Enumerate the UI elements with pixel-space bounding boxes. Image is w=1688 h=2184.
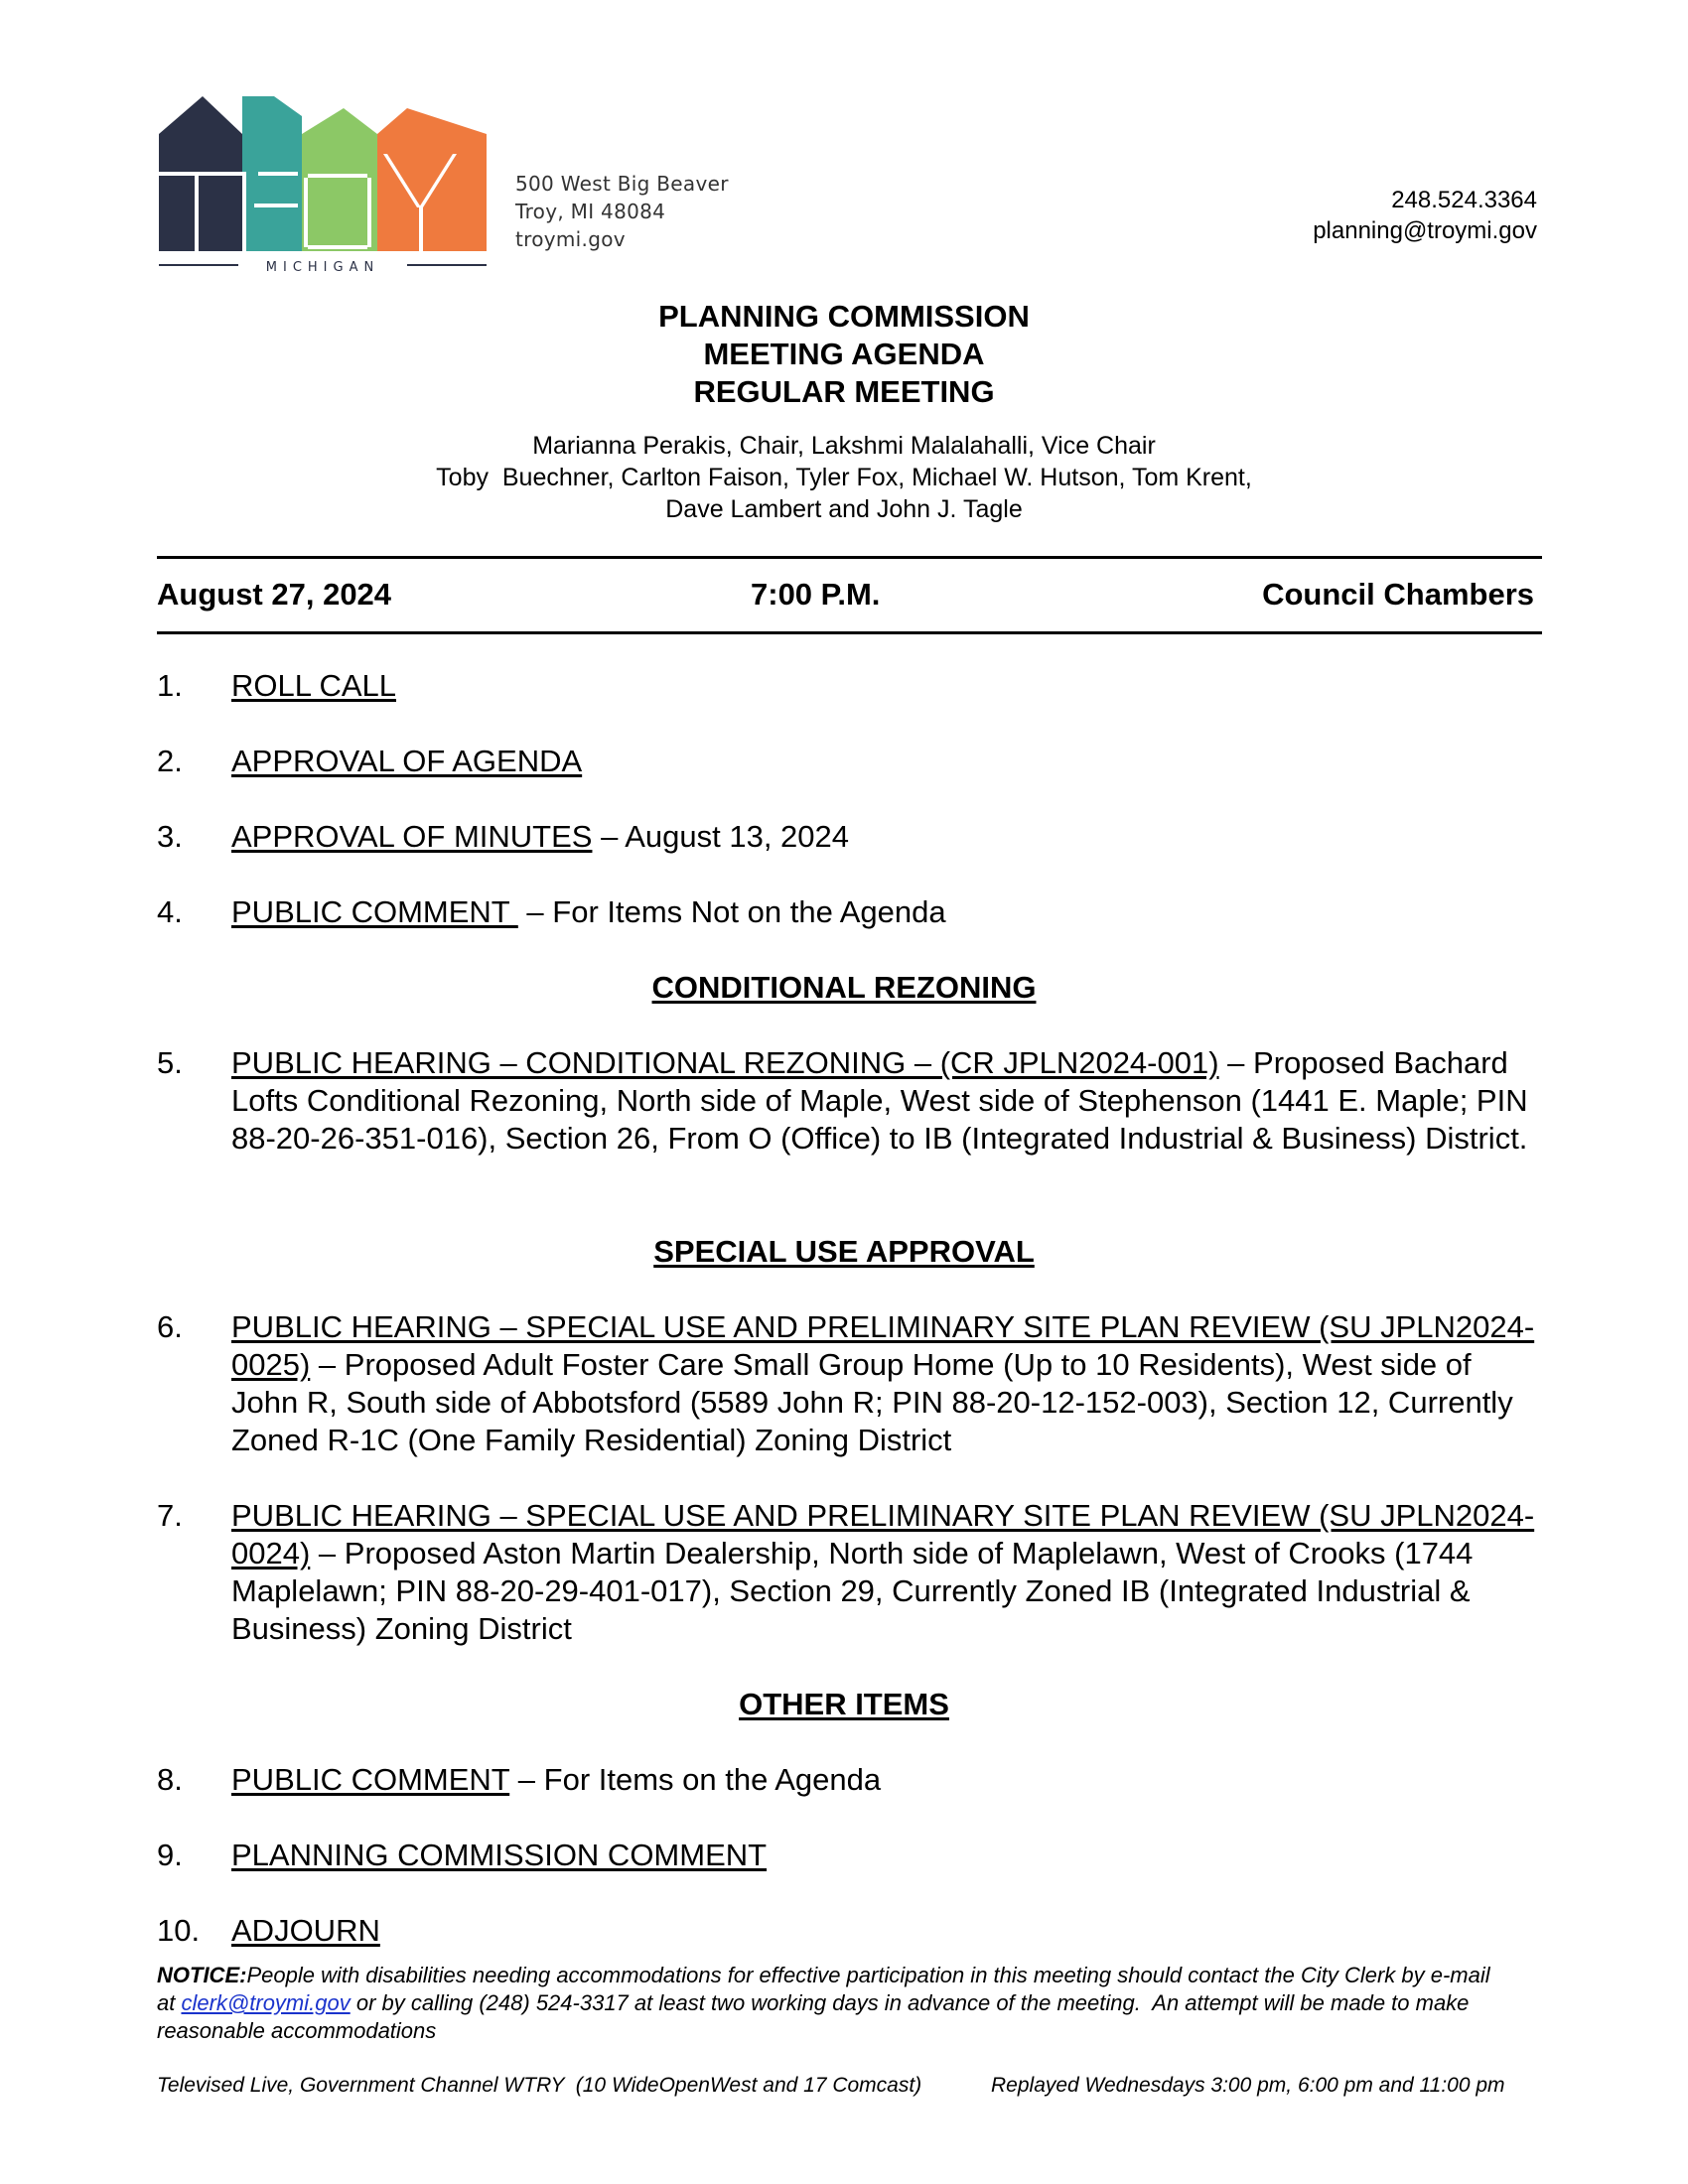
logo-subtitle: MICHIGAN: [265, 260, 380, 273]
item-title: PUBLIC HEARING – CONDITIONAL REZONING – (CR JPLN2024-001): [231, 1045, 1219, 1080]
agenda-item: [157, 1497, 1542, 1648]
section-heading-conditional: [0, 969, 1688, 1007]
agenda-item: [157, 1308, 1542, 1459]
divider-bottom: [157, 631, 1542, 634]
section-heading-text: OTHER ITEMS: [739, 1687, 949, 1721]
item-detail: – Proposed Aston Martin Dealership, North side of Maplelawn, West of Crooks (1744 Maplelawn; PIN 88-20-29-401-017), Section 29, Currently Zoned IB (Integrated Industrial & Business) Zoning District: [231, 1536, 1474, 1646]
section-heading-other: [0, 1686, 1688, 1723]
item-detail: – August 13, 2024: [592, 819, 850, 854]
clerk-email-link[interactable]: clerk@troymi.gov: [181, 1990, 351, 2015]
agenda-item: [157, 893, 1542, 931]
item-number: 6.: [157, 1309, 183, 1344]
troy-logo: [159, 94, 487, 273]
item-number: 1.: [157, 668, 183, 703]
item-number: 9.: [157, 1838, 183, 1872]
section-heading-text: SPECIAL USE APPROVAL: [653, 1234, 1035, 1269]
item-title: PLANNING COMMISSION COMMENT: [231, 1838, 768, 1872]
item-title: APPROVAL OF MINUTES: [231, 819, 593, 854]
members-line3: Dave Lambert and John J. Tagle: [665, 495, 1023, 523]
notice-text-2: or by calling (248) 524-3317 at least two working days in advance of the meeting. An attempt will be made to make reasonable accommodations: [157, 1990, 1476, 2043]
item-title: PUBLIC COMMENT: [231, 894, 518, 929]
members-line1: Marianna Perakis, Chair, Lakshmi Malalahalli, Vice Chair: [532, 432, 1156, 460]
item-detail: – Proposed Bachard Lofts Conditional Rezoning, North side of Maple, West side of Stephenson (1441 E. Maple; PIN 88-20-26-351-016), Section 26, From O (Office) to IB (Integrated Industrial & Business) District.: [231, 1045, 1528, 1156]
title-line3: REGULAR MEETING: [693, 374, 995, 409]
website: troymi.gov: [515, 227, 626, 251]
broadcast-info: [157, 2072, 1547, 2100]
item-detail: – Proposed Adult Foster Care Small Group Home (Up to 10 Residents), West side of John R, South side of Abbotsford (5589 John R; PIN 88-20-12-152-003), Section 12, Currently Zoned R-1C (One Family Residential) Zoning District: [231, 1347, 1513, 1457]
divider-top: [157, 556, 1542, 559]
section-heading-special: [0, 1233, 1688, 1271]
item-detail: – For Items on the Agenda: [509, 1762, 882, 1797]
members-line2: Toby Buechner, Carlton Faison, Tyler Fox, Michael W. Hutson, Tom Krent,: [436, 464, 1252, 491]
title-line1: PLANNING COMMISSION: [658, 299, 1030, 334]
commission-members: [0, 430, 1688, 525]
item-number: 3.: [157, 819, 183, 854]
item-title: PUBLIC COMMENT: [231, 1762, 510, 1797]
title-line2: MEETING AGENDA: [703, 337, 985, 371]
agenda-item: [157, 1761, 1542, 1799]
agenda-item: [157, 1912, 1542, 1950]
agenda-item: [157, 818, 1542, 856]
contact-block: [1313, 185, 1537, 246]
agenda-title: [0, 298, 1688, 411]
meeting-date: August 27, 2024: [157, 577, 392, 612]
meeting-location: Council Chambers: [1262, 577, 1534, 612]
agenda-item: [157, 743, 1542, 780]
agenda-item: [157, 1044, 1542, 1158]
broadcast-replay: Replayed Wednesdays 3:00 pm, 6:00 pm and 11:00 pm: [991, 2074, 1505, 2097]
broadcast-live: Televised Live, Government Channel WTRY (10 WideOpenWest and 17 Comcast): [157, 2074, 922, 2097]
item-number: 4.: [157, 894, 183, 929]
address-line1: 500 West Big Beaver: [515, 172, 729, 196]
meeting-time: 7:00 P.M.: [751, 577, 881, 612]
item-title: PUBLIC HEARING – SPECIAL USE AND PRELIMINARY SITE PLAN REVIEW (SU JPLN2024-0024): [231, 1498, 1535, 1570]
item-title: ROLL CALL: [231, 668, 396, 703]
item-number: 5.: [157, 1045, 183, 1080]
address-line2: Troy, MI 48084: [515, 200, 666, 223]
agenda-item: [157, 1837, 1542, 1874]
phone-number: 248.524.3364: [1391, 187, 1537, 213]
accessibility-notice: [157, 1962, 1507, 2045]
contact-email: planning@troymi.gov: [1313, 217, 1537, 244]
section-heading-text: CONDITIONAL REZONING: [651, 970, 1037, 1005]
item-number: 10.: [157, 1913, 201, 1948]
notice-label: NOTICE:: [157, 1963, 247, 1987]
item-title: PUBLIC HEARING – SPECIAL USE AND PRELIMINARY SITE PLAN REVIEW (SU JPLN2024-0025): [231, 1309, 1535, 1382]
item-number: 7.: [157, 1498, 183, 1533]
item-title: APPROVAL OF AGENDA: [231, 744, 583, 778]
item-number: 8.: [157, 1762, 183, 1797]
address-block: [515, 170, 729, 253]
item-title: ADJOURN: [231, 1913, 380, 1948]
item-detail: – For Items Not on the Agenda: [517, 894, 946, 929]
agenda-item: [157, 667, 1542, 705]
item-number: 2.: [157, 744, 183, 778]
notice-text-1: People with disabilities needing accommodations for effective participation in this meeting should contact the City Clerk by e-mail at: [157, 1963, 1490, 2015]
